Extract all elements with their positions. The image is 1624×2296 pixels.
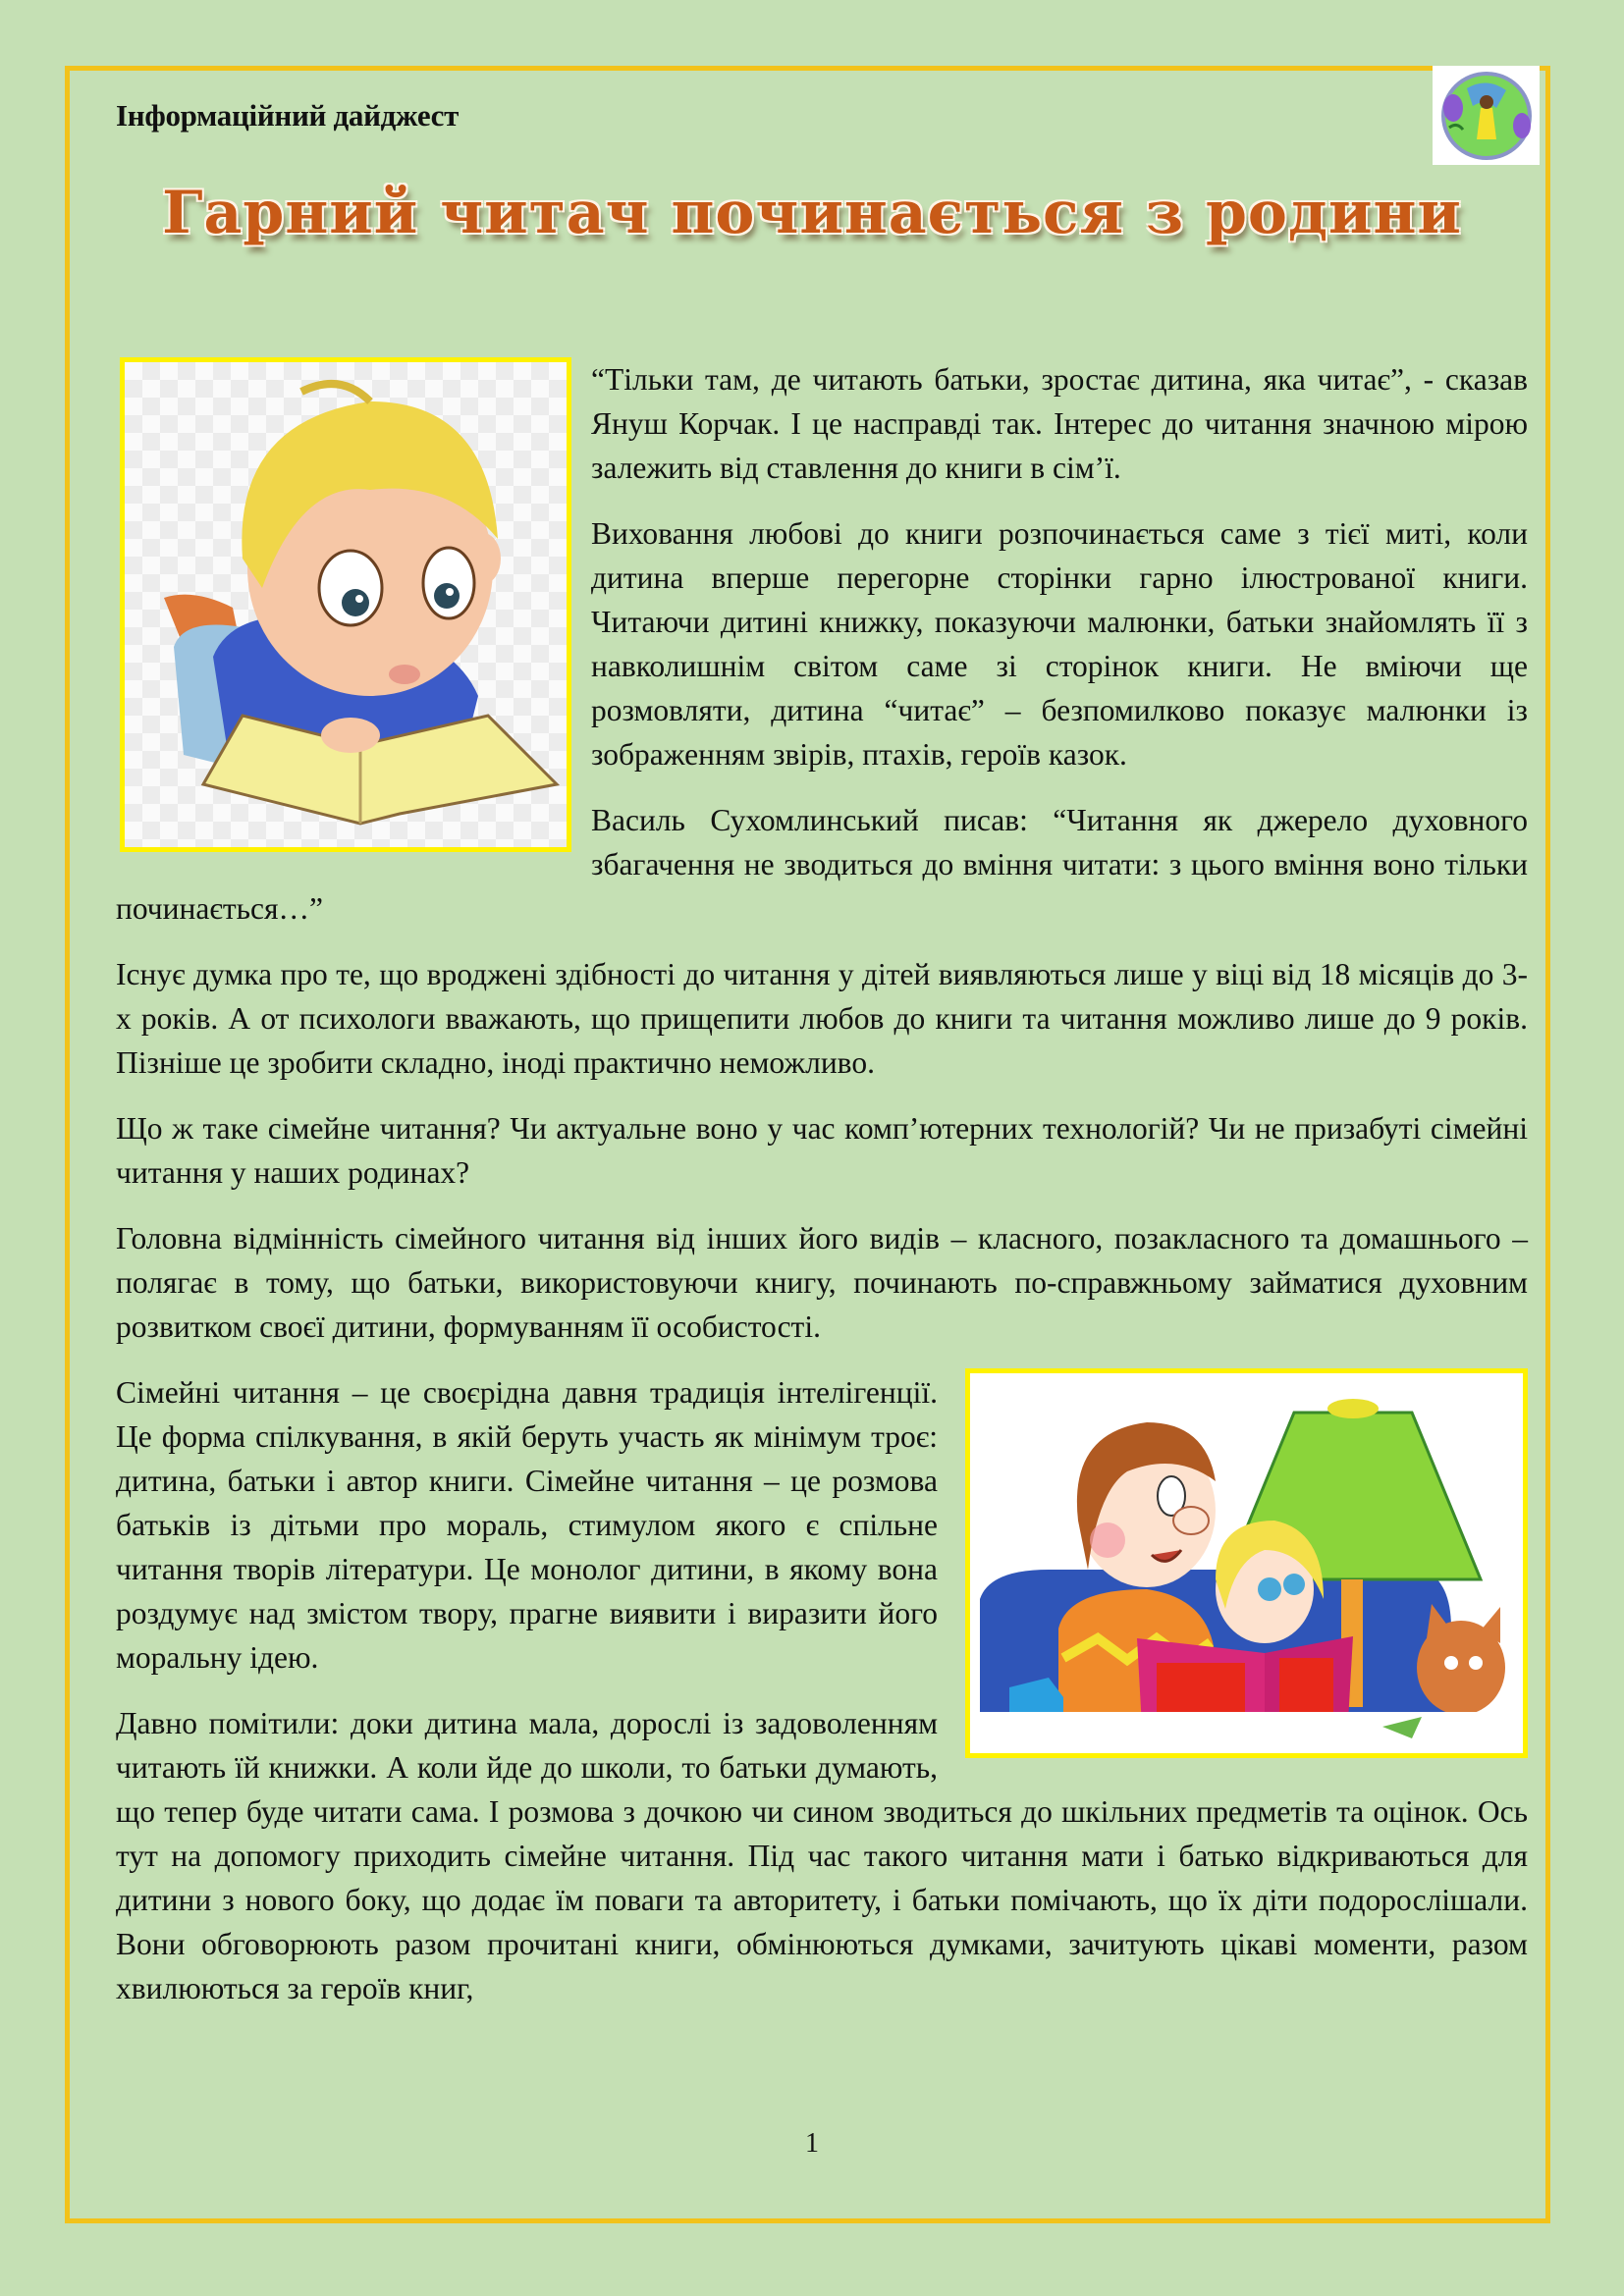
family-reading-illustration-icon: [970, 1373, 1523, 1753]
family-reading-image: [965, 1368, 1528, 1758]
paragraph: “Тільки там, де читають батьки, зростає дитина, яка читає”, - сказав Януш Корчак. І це насправді так. Інтерес до читання значною мірою залежить від ставлення до книги в сім’ї.: [591, 362, 1528, 485]
paragraph: Виховання любові до книги розпочинається саме з тієї миті, коли дитина вперше перегорне сторінки гарно ілюстрованої книги. Читаючи дитині книжку, показуючи малюнки, батьки знайомлять її з навколишнім світом саме зі сторінок книги. Не вміючи ще розмовляти, дитина “читає” – безпомилково показує малюнки із зображенням звірів, птахів, героїв казок.: [591, 516, 1528, 772]
logo-emblem-icon: [1437, 69, 1536, 163]
paragraph: Давно помітили: доки дитина мала, дорослі із задоволенням читають їй книжки. А коли йде до школи, то батьки думають, що тепер буде читати сама. І розмова з дочкою чи сином зводиться до шкільних предметів та оцінок. Ось тут на допомогу приходить сімейне читання. Під час такого читання мати і батько відкриваються для дитини з нового боку, що додає їм поваги та авторитету, і батьки помічають, що їх діти подорослішали. Вони обговорюють разом прочитані книги, обмінюються думками, зачитують цікаві моменти, разом хвилюються за героїв книг,: [116, 1706, 1528, 2005]
boy-reading-image: [120, 357, 571, 852]
paragraph: Що ж таке сімейне читання? Чи актуальне воно у час комп’ютерних технологій? Чи не призабуті сімейні читання у наших родинах?: [116, 1111, 1528, 1190]
paragraph: Сімейні читання – це своєрідна давня традиція інтелігенції. Це форма спілкування, в якій беруть участь як мінімум троє: дитина, батьки і автор книги. Сімейне читання – це розмова батьків із дітьми про мораль, стимулом якого є спільне читання творів літератури. Це монолог дитини, в якому вона роздумує над змістом твору, прагне виявити і виразити його моральну ідею.: [116, 1375, 938, 1675]
paragraph: Головна відмінність сімейного читання від інших його видів – класного, позакласного та домашнього – полягає в тому, що батьки, використовуючи книгу, починають по-справжньому займатися духовним розвитком своєї дитини, формуванням її особистості.: [116, 1221, 1528, 1344]
library-logo: [1433, 66, 1540, 165]
article-body: [116, 357, 1528, 2032]
paragraph: Існує думка про те, що вроджені здібності до читання у дітей виявляються лише у віці від 18 місяців до 3-х років. А от психологи вважають, що прищепити любов до книги та читання можливо лише до 9 років. Пізніше це зробити складно, іноді практично неможливо.: [116, 957, 1528, 1080]
page-title: Гарний читач починається з родини: [162, 179, 1462, 247]
page-number: 1: [805, 2128, 819, 2159]
paragraph: Василь Сухомлинський писав: “Читання як джерело духовного збагачення не зводиться до вміння читати: з цього вміння воно тільки починається…”: [116, 803, 1528, 926]
digest-label: Інформаційний дайджест: [116, 98, 460, 133]
boy-reading-illustration-icon: [125, 362, 567, 847]
